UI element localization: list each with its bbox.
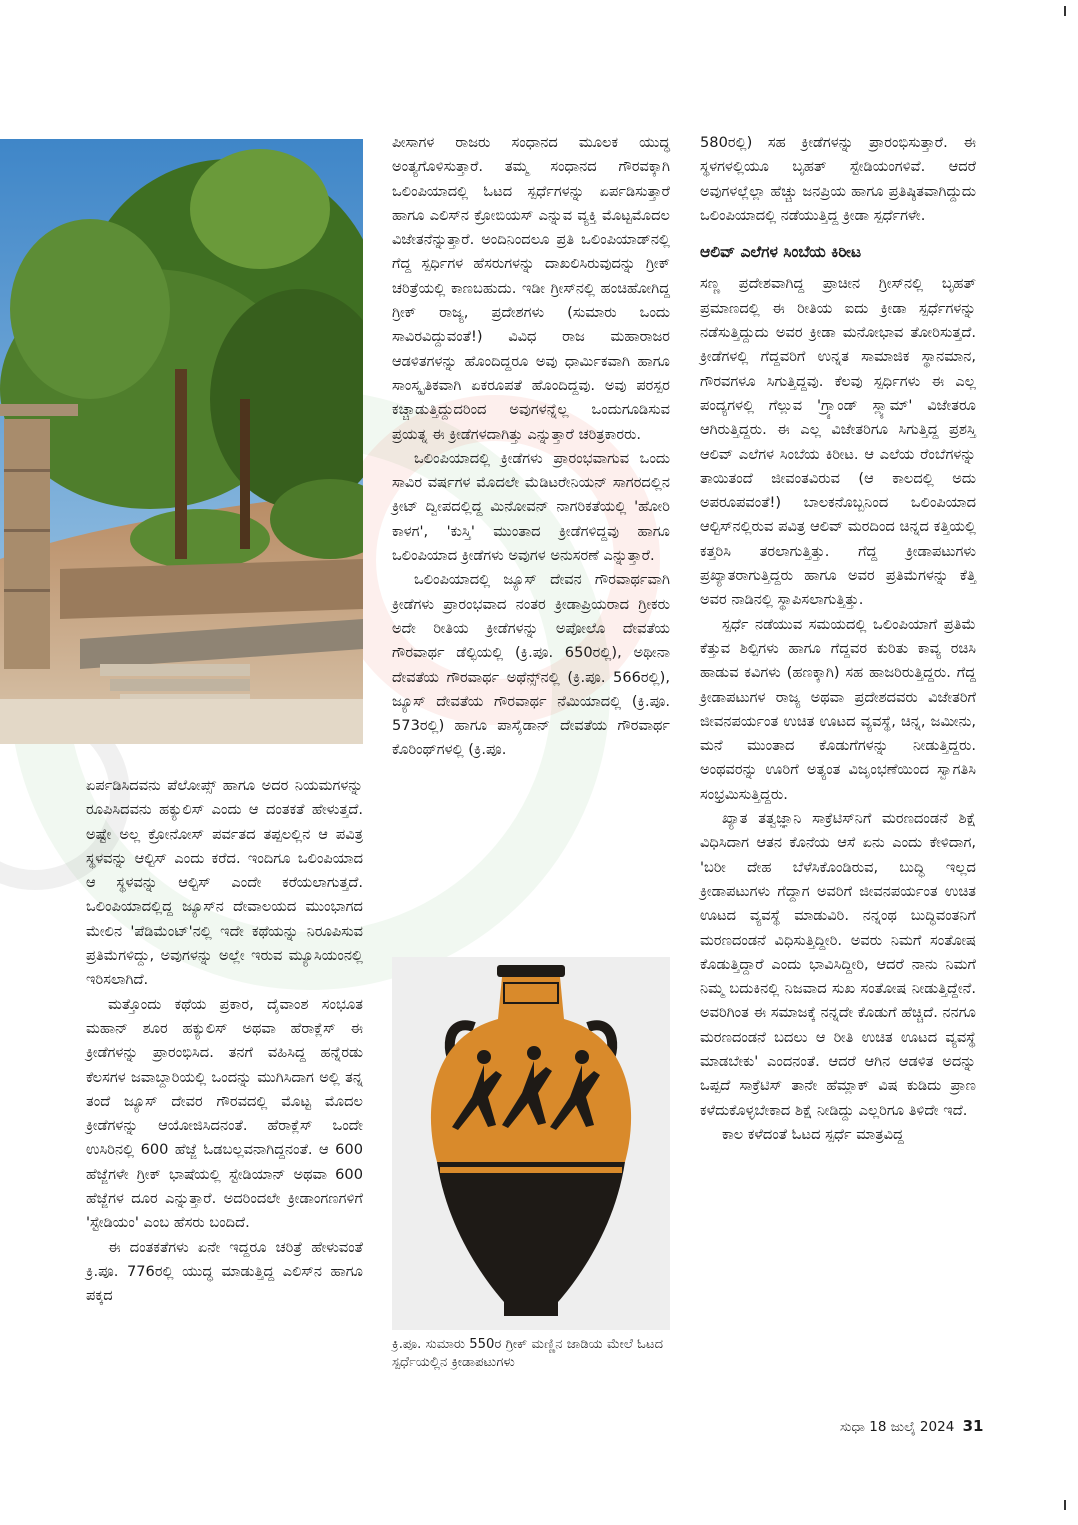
paragraph: ಒಲಿಂಪಿಯಾದಲ್ಲಿ ಜ್ಯೂಸ್ ದೇವನ ಗೌರವಾರ್ಥವಾಗಿ ಕ್ರೀಡೆಗಳು ಪ್ರಾರಂಭವಾದ ನಂತರ ಕ್ರೀಡಾಪ್ರಿಯರಾದ ಗ್ರೀಕರು ಅದೇ ರೀತಿಯ ಕ್ರೀಡೆಗಳನ್ನು ಅಪೋಲೊ ದೇವತೆಯ ಗೌರವಾರ್ಥ ಡೆಲ್ಫಿಯಲ್ಲಿ (ಕ್ರಿ.ಪೂ. 650ರಲ್ಲಿ), ಅಥೀನಾ ದೇವತೆಯ ಗೌರವಾರ್ಥ ಅಥೆನ್ಸ್‌ನಲ್ಲಿ (ಕ್ರಿ.ಪೂ. 566ರಲ್ಲಿ), ಜ್ಯೂಸ್ ದೇವತೆಯ ಗೌರವಾರ್ಥ ನೆಮಿಯಾದಲ್ಲಿ (ಕ್ರಿ.ಪೂ. 573ರಲ್ಲಿ) ಹಾಗೂ ಪಾಸೈಡಾನ್ ದೇವತೆಯ ಗೌರವಾರ್ಥ ಕೊರಿಂಥ್‌ಗಳಲ್ಲಿ (ಕ್ರಿ.ಪೂ. [392, 571, 670, 759]
crop-mark [1064, 1500, 1066, 1510]
paragraph: ಮತ್ತೊಂದು ಕಥೆಯ ಪ್ರಕಾರ, ದೈವಾಂಶ ಸಂಭೂತ ಮಹಾನ್ ಶೂರ ಹಕ್ಯುಲಿಸ್ ಅಥವಾ ಹೆರಾಕ್ಲೆಸ್ ಈ ಕ್ರೀಡೆಗಳನ್ನು ಪ್ರಾರಂಭಿಸಿದ. ತನಗೆ ವಹಿಸಿದ್ದ ಹನ್ನೆರಡು ಕೆಲಸಗಳ ಜವಾಬ್ದಾರಿಯಲ್ಲಿ ಒಂದನ್ನು ಮುಗಿಸಿದಾಗ ಅಲ್ಲಿ ತನ್ನ ತಂದೆ ಜ್ಯೂಸ್ ದೇವರ ಗೌರವದಲ್ಲಿ ಮೊಟ್ಟ ಮೊದಲ ಕ್ರೀಡೆಗಳನ್ನು ಆಯೋಜಿಸಿದನಂತೆ. ಹೆರಾಕ್ಲೆಸ್ ಒಂದೇ ಉಸಿರಿನಲ್ಲಿ 600 ಹೆಜ್ಜೆ ಓಡಬಲ್ಲವನಾಗಿದ್ದನಂತೆ. ಆ 600 ಹೆಜ್ಜೆಗಳೇ ಗ್ರೀಕ್ ಭಾಷೆಯಲ್ಲಿ ಸ್ಟೇಡಿಯಾನ್ ಅಥವಾ 600 ಹೆಜ್ಜೆಗಳ ದೂರ ಎನ್ನುತ್ತಾರೆ. ಅದರಿಂದಲೇ ಕ್ರೀಡಾಂಗಣಗಳಿಗೆ 'ಸ್ಟೇಡಿಯಂ' ಎಂಬ ಹೆಸರು ಬಂದಿದೆ. [86, 995, 363, 1232]
paragraph: ಈ ದಂತಕತೆಗಳು ಏನೇ ಇದ್ದರೂ ಚರಿತ್ರೆ ಹೇಳುವಂತೆ ಕ್ರಿ.ಪೂ. 776ರಲ್ಲಿ ಯುದ್ಧ ಮಾಡುತ್ತಿದ್ದ ಎಲಿಸ್‌ನ ಹಾಗೂ ಪಕ್ಕದ [86, 1238, 363, 1305]
olympia-ruins-photo [0, 139, 363, 744]
magazine-date: ಸುಧಾ 18 ಜುಲೈ 2024 [840, 1419, 955, 1435]
paragraph: ಏರ್ಪಡಿಸಿದವನು ಪೆಲೋಪ್ಸ್ ಹಾಗೂ ಅದರ ನಿಯಮಗಳನ್ನು ರೂಪಿಸಿದವನು ಹಕ್ಯುಲಿಸ್ ಎಂದು ಆ ದಂತಕತೆ ಹೇಳುತ್ತದೆ. ಅಷ್ಟೇ ಅಲ್ಲ ಕ್ರೋನೋಸ್ ಪರ್ವತದ ತಪ್ಪಲಲ್ಲಿನ ಆ ಪವಿತ್ರ ಸ್ಥಳವನ್ನು ಆಲ್ಟಿಸ್ ಎಂದು ಕರೆದ. ಇಂದಿಗೂ ಒಲಿಂಪಿಯಾದ ಆ ಸ್ಥಳವನ್ನು ಆಲ್ಟಿಸ್ ಎಂದೇ ಕರೆಯಲಾಗುತ್ತದೆ. ಒಲಿಂಪಿಯಾದಲ್ಲಿದ್ದ ಜ್ಯೂಸ್‌ನ ದೇವಾಲಯದ ಮುಂಭಾಗದ ಮೇಲಿನ 'ಪೆಡಿಮೆಂಟ್'ನಲ್ಲಿ ಇದೇ ಕಥೆಯನ್ನು ನಿರೂಪಿಸುವ ಪ್ರತಿಮೆಗಳಿದ್ದು, ಅವುಗಳನ್ನು ಅಲ್ಲೇ ಇರುವ ಮ್ಯೂಸಿಯಂನಲ್ಲಿ ಇರಿಸಲಾಗಿದೆ. [86, 777, 363, 989]
article-column-left [86, 774, 363, 1309]
paragraph: 580ರಲ್ಲಿ) ಸಹ ಕ್ರೀಡೆಗಳನ್ನು ಪ್ರಾರಂಭಿಸುತ್ತಾರೆ. ಈ ಸ್ಥಳಗಳಲ್ಲಿಯೂ ಬೃಹತ್ ಸ್ಟೇಡಿಯಂಗಳಿವೆ. ಆದರೆ ಅವುಗಳಲ್ಲೆಲ್ಲಾ ಹೆಚ್ಚು ಜನಪ್ರಿಯ ಹಾಗೂ ಪ್ರತಿಷ್ಠಿತವಾಗಿದ್ದುದು ಒಲಿಂಪಿಯಾದಲ್ಲಿ ನಡೆಯುತ್ತಿದ್ದ ಕ್ರೀಡಾ ಸ್ಪರ್ಧೆಗಳೇ. [700, 134, 976, 224]
greek-amphora-photo [392, 957, 670, 1330]
paragraph: ಸ್ಪರ್ಧೆ ನಡೆಯುವ ಸಮಯದಲ್ಲಿ ಒಲಿಂಪಿಯಾಗೆ ಪ್ರತಿಮೆ ಕೆತ್ತುವ ಶಿಲ್ಪಿಗಳು ಹಾಗೂ ಗೆದ್ದವರ ಕುರಿತು ಕಾವ್ಯ ರಚಿಸಿ ಹಾಡುವ ಕವಿಗಳು (ಹಣಕ್ಕಾಗಿ) ಸಹ ಹಾಜರಿರುತ್ತಿದ್ದರು. ಗೆದ್ದ ಕ್ರೀಡಾಪಟುಗಳ ರಾಜ್ಯ ಅಥವಾ ಪ್ರದೇಶದವರು ವಿಜೇತರಿಗೆ ಜೀವನಪರ್ಯಂತ ಉಚಿತ ಊಟದ ವ್ಯವಸ್ಥೆ, ಚಿನ್ನ, ಜಮೀನು, ಮನೆ ಮುಂತಾದ ಕೊಡುಗೆಗಳನ್ನು ನೀಡುತ್ತಿದ್ದರು. ಅಂಥವರನ್ನು ಊರಿಗೆ ಅತ್ಯಂತ ವಿಜೃಂಭಣೆಯಿಂದ ಸ್ವಾಗತಿಸಿ ಸಂಭ್ರಮಿಸುತ್ತಿದ್ದರು. [700, 615, 976, 803]
page-number: 31 [962, 1417, 984, 1435]
article-column-right [700, 131, 976, 1147]
article-column-middle [392, 131, 670, 763]
paragraph: ಖ್ಯಾತ ತತ್ವಜ್ಞಾನಿ ಸಾಕ್ರೆಟಿಸ್‌ನಿಗೆ ಮರಣದಂಡನೆ ಶಿಕ್ಷೆ ವಿಧಿಸಿದಾಗ ಆತನ ಕೊನೆಯ ಆಸೆ ಏನು ಎಂದು ಕೇಳಿದಾಗ, 'ಬರೀ ದೇಹ ಬೆಳೆಸಿಕೊಂಡಿರುವ, ಬುದ್ಧಿ ಇಲ್ಲದ ಕ್ರೀಡಾಪಟುಗಳು ಗೆದ್ದಾಗ ಅವರಿಗೆ ಜೀವನಪರ್ಯಂತ ಉಚಿತ ಊಟದ ವ್ಯವಸ್ಥೆ ಮಾಡುವಿರಿ. ನನ್ನಂಥ ಬುದ್ಧಿವಂತನಿಗೆ ಮರಣದಂಡನೆ ವಿಧಿಸುತ್ತಿದ್ದೀರಿ. ಅವರು ನಿಮಗೆ ಸಂತೋಷ ಕೊಡುತ್ತಿದ್ದಾರೆ ಎಂದು ಭಾವಿಸಿದ್ದೀರಿ, ಆದರೆ ನಾನು ನಿಮಗೆ ನಿಮ್ಮ ಬದುಕಿನಲ್ಲಿ ನಿಜವಾದ ಸುಖ ಸಂತೋಷ ನೀಡುತ್ತಿದ್ದೇನೆ. ಅವರಿಗಿಂತ ಈ ಸಮಾಜಕ್ಕೆ ನನ್ನದೇ ಕೊಡುಗೆ ಹೆಚ್ಚಿದೆ. ನನಗೂ ಮರಣದಂಡನೆ ಬದಲು ಆ ರೀತಿ ಉಚಿತ ಊಟದ ವ್ಯವಸ್ಥೆ ಮಾಡಬೇಕು' ಎಂದನಂತೆ. ಆದರೆ ಆಗಿನ ಆಡಳಿತ ಅದನ್ನು ಒಪ್ಪದೆ ಸಾಕ್ರೆಟಿಸ್ ತಾನೇ ಹೆಮ್ಲಾಕ್ ವಿಷ ಕುಡಿದು ಪ್ರಾಣ ಕಳೆದುಕೊಳ್ಳಬೇಕಾದ ಶಿಕ್ಷೆ ನೀಡಿದ್ದು ಎಲ್ಲರಿಗೂ ತಿಳಿದೇ ಇದೆ. [700, 810, 976, 1119]
paragraph: ಒಲಿಂಪಿಯಾದಲ್ಲಿ ಕ್ರೀಡೆಗಳು ಪ್ರಾರಂಭವಾಗುವ ಒಂದು ಸಾವಿರ ವರ್ಷಗಳ ಮೊದಲೇ ಮೆಡಿಟರೇನಿಯನ್ ಸಾಗರದಲ್ಲಿನ ಕ್ರೀಟ್ ದ್ವೀಪದಲ್ಲಿದ್ದ ಮಿನೋವನ್ ನಾಗರಿಕತೆಯಲ್ಲಿ 'ಹೋರಿ ಕಾಳಗ', 'ಕುಸ್ತಿ' ಮುಂತಾದ ಕ್ರೀಡೆಗಳಿದ್ದವು ಹಾಗೂ ಒಲಿಂಪಿಯಾದ ಕ್ರೀಡೆಗಳು ಅವುಗಳ ಅನುಸರಣೆ ಎನ್ನುತ್ತಾರೆ. [392, 449, 670, 565]
paragraph: ಪೀಸಾಗಳ ರಾಜರು ಸಂಧಾನದ ಮೂಲಕ ಯುದ್ಧ ಅಂತ್ಯಗೊಳಿಸುತ್ತಾರೆ. ತಮ್ಮ ಸಂಧಾನದ ಗೌರವಕ್ಕಾಗಿ ಒಲಿಂಪಿಯಾದಲ್ಲಿ ಓಟದ ಸ್ಪರ್ಧೆಗಳನ್ನು ಏರ್ಪಡಿಸುತ್ತಾರೆ ಹಾಗೂ ಎಲಿಸ್‌ನ ಕ್ರೋಬಿಯಸ್ ಎನ್ನುವ ವ್ಯಕ್ತಿ ಮೊಟ್ಟಮೊದಲ ವಿಜೇತನೆನ್ನುತ್ತಾರೆ. ಅಂದಿನಿಂದಲೂ ಪ್ರತಿ ಒಲಿಂಪಿಯಾಡ್‌ನಲ್ಲಿ ಗೆದ್ದ ಸ್ಪರ್ಧಿಗಳ ಹೆಸರುಗಳನ್ನು ದಾಖಲಿಸಿರುವುದನ್ನು ಗ್ರೀಕ್ ಚರಿತ್ರೆಯಲ್ಲಿ ಕಾಣಬಹುದು. ಇಡೀ ಗ್ರೀಸ್‌ನಲ್ಲಿ ಹಂಚಿಹೋಗಿದ್ದ ಗ್ರೀಕ್ ರಾಜ್ಯ, ಪ್ರದೇಶಗಳು (ಸುಮಾರು ಒಂದು ಸಾವಿರವಿದ್ದುವಂತೆ!) ವಿವಿಧ ರಾಜ ಮಹಾರಾಜರ ಆಡಳಿತಗಳನ್ನು ಹೊಂದಿದ್ದರೂ ಅವು ಧಾರ್ಮಿಕವಾಗಿ ಹಾಗೂ ಸಾಂಸ್ಕೃತಿಕವಾಗಿ ಏಕರೂಪತೆ ಹೊಂದಿದ್ದವು. ಅವು ಪರಸ್ಪರ ಕಚ್ಚಾಡುತ್ತಿದ್ದುದರಿಂದ ಅವುಗಳನ್ನೆಲ್ಲ ಒಂದುಗೂಡಿಸುವ ಪ್ರಯತ್ನ ಈ ಕ್ರೀಡೆಗಳದಾಗಿತ್ತು ಎನ್ನುತ್ತಾರೆ ಚರಿತ್ರಕಾರರು. [392, 134, 670, 443]
paragraph: ಸಣ್ಣ ಪ್ರದೇಶವಾಗಿದ್ದ ಪ್ರಾಚೀನ ಗ್ರೀಸ್‌ನಲ್ಲಿ ಬೃಹತ್ ಪ್ರಮಾಣದಲ್ಲಿ ಈ ರೀತಿಯ ಐದು ಕ್ರೀಡಾ ಸ್ಪರ್ಧೆಗಳನ್ನು ನಡೆಸುತ್ತಿದ್ದುದು ಅವರ ಕ್ರೀಡಾ ಮನೋಭಾವ ತೋರಿಸುತ್ತದೆ. ಕ್ರೀಡೆಗಳಲ್ಲಿ ಗೆದ್ದವರಿಗೆ ಉನ್ನತ ಸಾಮಾಜಿಕ ಸ್ಥಾನಮಾನ, ಗೌರವಗಳೂ ಸಿಗುತ್ತಿದ್ದವು. ಕೆಲವು ಸ್ಪರ್ಧಿಗಳು ಈ ಎಲ್ಲ ಪಂದ್ಯಗಳಲ್ಲಿ ಗೆಲ್ಲುವ 'ಗ್ರ್ಯಾಂಡ್ ಸ್ಲ್ಯಾಮ್' ವಿಜೇತರೂ ಆಗಿರುತ್ತಿದ್ದರು. ಈ ಎಲ್ಲ ವಿಜೇತರಿಗೂ ಸಿಗುತ್ತಿದ್ದ ಪ್ರಶಸ್ತಿ ಆಲಿವ್ ಎಲೆಗಳ ಸಿಂಬೆಯ ಕಿರೀಟ. ಆ ಎಲೆಯ ರೆಂಬೆಗಳನ್ನು ತಾಯಿತಂದೆ ಜೀವಂತವಿರುವ (ಆ ಕಾಲದಲ್ಲಿ ಅದು ಅಪರೂಪವಂತೆ!) ಬಾಲಕನೊಬ್ಬನಿಂದ ಒಲಿಂಪಿಯಾದ ಆಲ್ಟಿಸ್‌ನಲ್ಲಿರುವ ಪವಿತ್ರ ಆಲಿವ್ ಮರದಿಂದ ಚಿನ್ನದ ಕತ್ತಿಯಲ್ಲಿ ಕತ್ತರಿಸಿ ತರಲಾಗುತ್ತಿತ್ತು. ಗೆದ್ದ ಕ್ರೀಡಾಪಟುಗಳು ಪ್ರಖ್ಯಾತರಾಗುತ್ತಿದ್ದರು ಹಾಗೂ ಅವರ ಪ್ರತಿಮೆಗಳನ್ನು ಕೆತ್ತಿ ಅವರ ನಾಡಿನಲ್ಲಿ ಸ್ಥಾಪಿಸಲಾಗುತ್ತಿತ್ತು. [700, 275, 976, 609]
section-heading: ಆಲಿವ್ ಎಲೆಗಳ ಸಿಂಬೆಯ ಕಿರೀಟ [700, 243, 862, 262]
crop-mark [1064, 6, 1066, 16]
page-footer [840, 1417, 983, 1435]
paragraph: ಕಾಲ ಕಳೆದಂತೆ ಓಟದ ಸ್ಪರ್ಧೆ ಮಾತ್ರವಿದ್ದ [722, 1125, 904, 1143]
image-caption: ಕ್ರಿ.ಪೂ. ಸುಮಾರು 550ರ ಗ್ರೀಕ್ ಮಣ್ಣಿನ ಜಾಡಿಯ ಮೇಲೆ ಓಟದ ಸ್ಪರ್ಧೆಯಲ್ಲಿನ ಕ್ರೀಡಾಪಟುಗಳು [392, 1337, 664, 1370]
